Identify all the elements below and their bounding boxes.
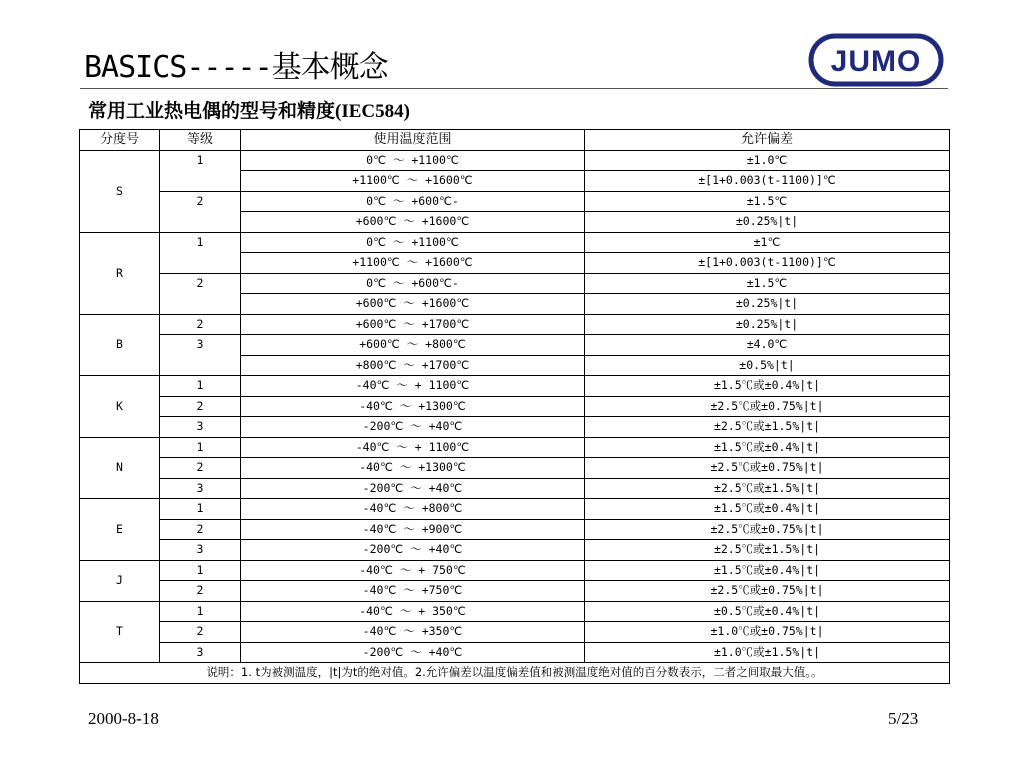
cell-tolerance: ±0.25%|t| — [585, 212, 950, 233]
cell-grade: 1 — [160, 232, 241, 273]
header-range: 使用温度范围 — [241, 130, 585, 151]
cell-type: E — [80, 499, 160, 561]
cell-tolerance: ±1℃ — [585, 232, 950, 253]
table-row — [80, 519, 950, 540]
cell-range: +600℃ ～ +1700℃ — [241, 314, 585, 335]
table-row — [80, 273, 950, 294]
table-row — [80, 314, 950, 335]
logo-text: JUMO — [830, 45, 922, 78]
cell-tolerance: ±1.0℃ — [585, 150, 950, 171]
thermocouple-table — [79, 129, 950, 684]
cell-type: J — [80, 560, 160, 601]
cell-tolerance: ±2.5℃或±0.75%|t| — [585, 519, 950, 540]
cell-range: +1100℃ ～ +1600℃ — [241, 171, 585, 192]
cell-tolerance: ±4.0℃ — [585, 335, 950, 356]
cell-grade: 1 — [160, 150, 241, 191]
cell-tolerance: ±1.5℃或±0.4%|t| — [585, 437, 950, 458]
table-row — [80, 560, 950, 581]
cell-type: K — [80, 376, 160, 438]
cell-range: -200℃ ～ +40℃ — [241, 540, 585, 561]
table-row — [80, 478, 950, 499]
header-tolerance: 允许偏差 — [585, 130, 950, 151]
cell-tolerance: ±1.5℃ — [585, 273, 950, 294]
cell-type: B — [80, 314, 160, 376]
cell-tolerance: ±1.5℃或±0.4%|t| — [585, 376, 950, 397]
cell-tolerance: ±1.5℃或±0.4%|t| — [585, 560, 950, 581]
cell-range: -40℃ ～ + 350℃ — [241, 601, 585, 622]
cell-range: 0℃ ～ +1100℃ — [241, 150, 585, 171]
cell-range: -40℃ ～ +800℃ — [241, 499, 585, 520]
table-header-row — [80, 130, 950, 151]
cell-tolerance: ±2.5℃或±1.5%|t| — [585, 478, 950, 499]
page-number: 5/23 — [888, 709, 919, 728]
slide-title: BASICS-----基本概念 — [84, 50, 388, 85]
table-row — [80, 437, 950, 458]
table-row — [80, 601, 950, 622]
cell-tolerance: ±2.5℃或±0.75%|t| — [585, 581, 950, 602]
cell-range: +600℃ ～ +800℃ — [241, 335, 585, 356]
cell-grade: 1 — [160, 437, 241, 458]
cell-tolerance: ±0.5℃或±0.4%|t| — [585, 601, 950, 622]
table-row — [80, 232, 950, 253]
cell-grade: 2 — [160, 396, 241, 417]
table-note-row — [80, 663, 950, 684]
cell-range: -40℃ ～ +1300℃ — [241, 458, 585, 479]
subtitle-cn: 常用工业热电偶的型号和精度 — [88, 100, 336, 122]
cell-grade: 1 — [160, 560, 241, 581]
table-row — [80, 150, 950, 171]
table-row — [80, 581, 950, 602]
cell-grade: 3 — [160, 478, 241, 499]
cell-grade: 3 — [160, 540, 241, 561]
cell-range: -40℃ ～ + 1100℃ — [241, 437, 585, 458]
cell-range: 0℃ ～ +600℃- — [241, 273, 585, 294]
cell-range: +800℃ ～ +1700℃ — [241, 355, 585, 376]
cell-range: -200℃ ～ +40℃ — [241, 642, 585, 663]
cell-type: S — [80, 150, 160, 232]
cell-range: -40℃ ～ +750℃ — [241, 581, 585, 602]
cell-type: T — [80, 601, 160, 663]
cell-range: -200℃ ～ +40℃ — [241, 417, 585, 438]
cell-tolerance: ±1.5℃ — [585, 191, 950, 212]
jumo-logo — [808, 33, 944, 87]
cell-grade: 1 — [160, 376, 241, 397]
cell-tolerance: ±2.5℃或±0.75%|t| — [585, 458, 950, 479]
table-row — [80, 499, 950, 520]
cell-type: R — [80, 232, 160, 314]
cell-grade: 3 — [160, 417, 241, 438]
cell-grade: 1 — [160, 499, 241, 520]
cell-tolerance: ±0.25%|t| — [585, 294, 950, 315]
cell-grade: 2 — [160, 273, 241, 314]
cell-tolerance: ±0.5%|t| — [585, 355, 950, 376]
title-rule — [80, 88, 948, 89]
header-grade: 等级 — [160, 130, 241, 151]
table-body — [80, 150, 950, 663]
table-row — [80, 191, 950, 212]
table-row — [80, 622, 950, 643]
cell-grade: 2 — [160, 191, 241, 232]
cell-type: N — [80, 437, 160, 499]
table-row — [80, 540, 950, 561]
footer-date: 2000-8-18 — [88, 709, 159, 728]
cell-range: +600℃ ～ +1600℃ — [241, 294, 585, 315]
table-row — [80, 376, 950, 397]
cell-tolerance: ±[1+0.003(t-1100)]℃ — [585, 171, 950, 192]
cell-range: -40℃ ～ +900℃ — [241, 519, 585, 540]
cell-range: +600℃ ～ +1600℃ — [241, 212, 585, 233]
cell-tolerance: ±2.5℃或±1.5%|t| — [585, 417, 950, 438]
table-row — [80, 396, 950, 417]
table-row — [80, 458, 950, 479]
header-type: 分度号 — [80, 130, 160, 151]
table-subtitle — [88, 99, 410, 124]
cell-tolerance: ±1.5℃或±0.4%|t| — [585, 499, 950, 520]
cell-tolerance: ±2.5℃或±0.75%|t| — [585, 396, 950, 417]
cell-tolerance: ±0.25%|t| — [585, 314, 950, 335]
cell-grade: 1 — [160, 601, 241, 622]
cell-grade: 2 — [160, 581, 241, 602]
table-row — [80, 417, 950, 438]
cell-tolerance: ±2.5℃或±1.5%|t| — [585, 540, 950, 561]
cell-grade: 3 — [160, 642, 241, 663]
cell-tolerance: ±[1+0.003(t-1100)]℃ — [585, 253, 950, 274]
cell-range: 0℃ ～ +600℃- — [241, 191, 585, 212]
cell-range: -40℃ ～ + 750℃ — [241, 560, 585, 581]
cell-range: -200℃ ～ +40℃ — [241, 478, 585, 499]
cell-grade: 2 — [160, 622, 241, 643]
cell-grade: 2 — [160, 519, 241, 540]
cell-grade: 3 — [160, 335, 241, 376]
cell-range: +1100℃ ～ +1600℃ — [241, 253, 585, 274]
subtitle-standard: (IEC584) — [335, 101, 410, 122]
cell-grade: 2 — [160, 458, 241, 479]
cell-grade: 2 — [160, 314, 241, 335]
cell-range: 0℃ ～ +1100℃ — [241, 232, 585, 253]
cell-tolerance: ±1.0℃或±0.75%|t| — [585, 622, 950, 643]
cell-range: -40℃ ～ +350℃ — [241, 622, 585, 643]
cell-tolerance: ±1.0℃或±1.5%|t| — [585, 642, 950, 663]
table-note: 说明：1. t为被测温度，|t|为t的绝对值。2.允许偏差以温度偏差值和被测温度绝对值的百分数表示，二者之间取最大值。。 — [80, 663, 950, 684]
table-row — [80, 335, 950, 356]
cell-range: -40℃ ～ + 1100℃ — [241, 376, 585, 397]
cell-range: -40℃ ～ +1300℃ — [241, 396, 585, 417]
table-row — [80, 642, 950, 663]
